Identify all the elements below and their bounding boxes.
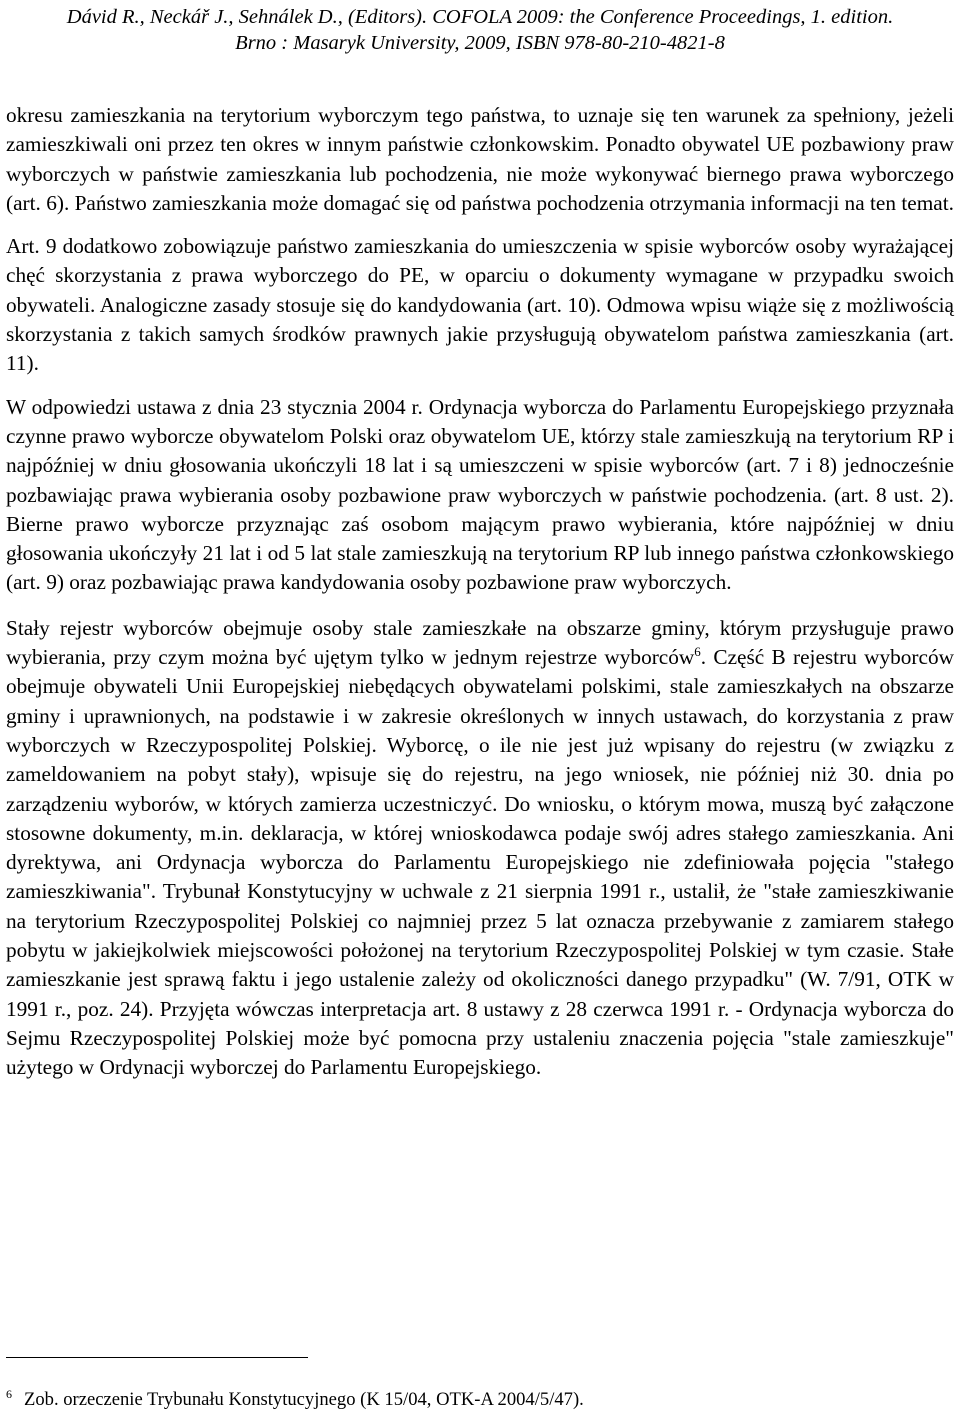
paragraph: okresu zamieszkania na terytorium wyborczym tego państwa, to uznaje się ten warunek za spełniony, jeżeli zamieszkiwali oni przez ten okres w innym państwie członkowskim. Ponadto obywatel UE pozbawiony praw wyborczych w państwie zamieszkania lub pochodzenia, nie może wykonywać biernego prawa wyborczego (art. 6). Państwo zamieszkania może domagać się od państwa pochodzenia otrzymania informacji na ten temat. [6,103,954,215]
footnote-reference[interactable]: 6 [694,643,701,659]
paragraph: Art. 9 dodatkowo zobowiązuje państwo zamieszkania do umieszczenia w spisie wyborców osoby wyrażającej chęć skorzystania z prawa wyborczego do PE, w oparciu o dokumenty wymagane w przypadku swoich obywateli. Analogiczne zasady stosuje się do kandydowania (art. 10). Odmowa wpisu wiąże się z możliwością skorzystania z takich samych środków prawnych jakie przysługują obywatelom państwa zamieszkania (art. 11). [6,234,954,376]
paragraph [6,614,954,1083]
paragraph-text: Stały rejestr wyborców obejmuje osoby stale zamieszkałe na obszarze gminy, którym przysługuje prawo wybierania, przy czym można być ujętym tylko w jednym rejestrze wyborców [6,615,954,670]
body-text [6,101,954,1098]
paragraph: W odpowiedzi ustawa z dnia 23 stycznia 2004 r. Ordynacja wyborcza do Parlamentu Europejskiego przyznała czynne prawo wyborcze obywatelom Polski oraz obywatelom UE, którzy stale zamieszkują na terytorium RP i najpóźniej w dniu głosowania ukończyli 18 lat i są umieszczeni w spisie wyborców (art. 7 i 8) jednocześnie pozbawiając prawa wybierania osoby pozbawione praw wyborczych w państwie pochodzenia. (art. 8 ust. 2). Bierne prawo wyborcze przyznając zaś osobom mającym prawo wybierania, które najpóźniej w dniu głosowania ukończyły 21 lat i od 5 lat stale zamieszkują na terytorium RP lub innego państwa członkowskiego (art. 9) oraz pozbawiając prawa kandydowania osoby pozbawione praw wyborczych. [6,394,954,595]
footnote-text: Zob. orzeczenie Trybunału Konstytucyjnego (K 15/04, OTK-A 2004/5/47). [24,1389,584,1410]
paragraph-text: . Część B rejestru wyborców obejmuje obywateli Unii Europejskiej niebędących obywatelami polskimi, stale zamieszkałych na obszarze gminy i uprawnionych, na podstawie i w zakresie określonych w innych ustawach, do korzystania z praw wyborczych w Rzeczypospolitej Polskiej. Wyborcę, o ile nie jest już wpisany do rejestru (w związku z zameldowaniem na pobyt stały), wpisuje się do rejestru, na jego wniosek, nie później niż 30. dnia po zarządzeniu wyborów, w których zamierza uczestniczyć. Do wniosku, o którym mowa, muszą być załączone stosowne dokumenty, m.in. deklaracja, w której wnioskodawca podaje swój adres stałego zamieszkania. Ani dyrektywa, ani Ordynacja wyborcza do Parlamentu Europejskiego nie zdefiniowała pojęcia "stałego zamieszkiwania". Trybunał Konstytucyjny w uchwale z 21 sierpnia 1991 r., ustalił, że "stałe zamieszkiwanie na terytorium Rzeczypospolitej Polskiej co najmniej przez 5 lat oznacza przebywanie z zamiarem stałego pobytu w jakiejkolwiek miejscowości położonej na terytorium Rzeczypospolitej Polskiej w tym czasie. Stałe zamieszkanie jest sprawą faktu i jego ustalenie zależy od okoliczności danego przypadku" (W. 7/91, OTK w 1991 r., poz. 24). Przyjęta wówczas interpretacja art. 8 ustawy z 28 czerwca 1991 r. - Ordynacja wyborcza do Sejmu Rzeczypospolitej Polskiej może być pomocna przy ustaleniu znaczenia pojęcia "stale zamieszkuje" użytego w Ordynacji wyborczej do Parlamentu Europejskiego. [6,645,955,1080]
page-header [0,4,960,56]
footnote-number: 6 [6,1386,12,1401]
header-line-1: Dávid R., Neckář J., Sehnálek D., (Editors). COFOLA 2009: the Conference Proceedings, 1. edition. [66,6,894,28]
footnote-separator [6,1357,308,1358]
footnote [6,1388,954,1412]
header-line-2: Brno : Masaryk University, 2009, ISBN 978-80-210-4821-8 [235,32,725,54]
